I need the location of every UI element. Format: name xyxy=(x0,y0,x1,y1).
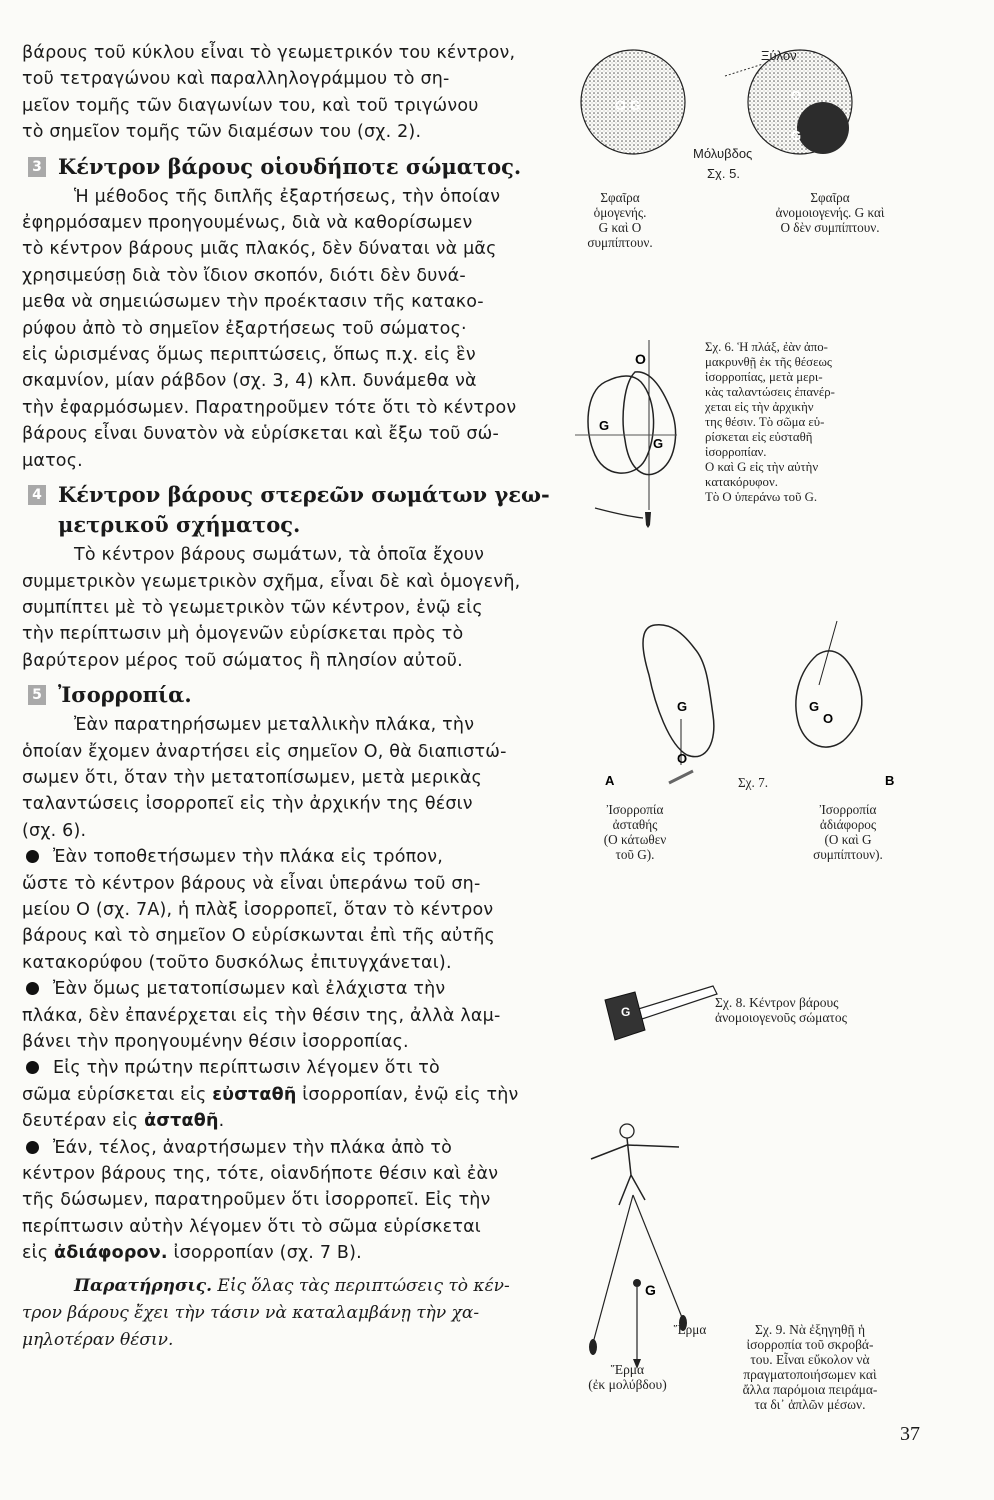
text-line: κέντρον βάρους της, τότε, οἱανδήποτε θέσιν καὶ ἐὰν xyxy=(22,1164,499,1185)
text-line: τοῦ τετραγώνου καὶ παραλληλογράμμου τὸ ση- xyxy=(22,69,450,90)
caption-line: πραγματοποιήσωμεν καὶ xyxy=(743,1367,877,1382)
text-span: Ἐὰν ὅμως μετατοπίσωμεν καὶ ἐλάχιστα τὴν xyxy=(53,979,446,1000)
fig7-caption: Σχ. 7. xyxy=(737,775,768,790)
bullet-paragraph-1 xyxy=(22,844,552,870)
o-label: O xyxy=(677,751,688,766)
text-span: ἰσορροπίαν, ἐνῷ εἰς τὴν xyxy=(296,1084,519,1105)
text-span: Εἰς τὴν πρώτην περίπτωσιν λέγομεν ὅτι τὸ xyxy=(53,1058,440,1079)
text-line: μεθα νὰ σημειώσωμεν τὴν προέκτασιν τῆς κατακο- xyxy=(22,292,484,313)
text-line: ὁποίαν ἔχομεν ἀναρτήσει εἰς σημεῖον Ο, θὰ διαπιστώ- xyxy=(22,741,507,762)
bullet-paragraph-4 xyxy=(22,1135,552,1161)
caption-line: τοῦ G). xyxy=(615,847,655,862)
caption-line: της θέσιν. Τὸ σῶμα εὑ- xyxy=(705,415,825,429)
section-number-badge: 3 xyxy=(28,157,46,177)
text-line: τὴν ἐφαρμόσωμεν. Παρατηροῦμεν τότε ὅτι τὸ κέντρον xyxy=(22,397,517,418)
acrobat-head xyxy=(620,1124,634,1138)
caption-line: ἀνομοιογενής. G καὶ xyxy=(775,205,885,220)
bullet-icon xyxy=(26,850,39,863)
figures-column xyxy=(565,40,985,1460)
bullet-icon xyxy=(26,1141,39,1154)
figure-5-spheres xyxy=(565,40,885,180)
text-line: συμπίπτει μὲ τὸ γεωμετρικὸν τῶν κέντρον, ἐνῷ εἰς xyxy=(22,597,483,618)
bold-term: ἀδιάφορον. xyxy=(54,1243,168,1264)
caption-line: ἰσορροπία τοῦ σκροβά- xyxy=(746,1337,874,1352)
section-4-paragraph xyxy=(22,542,552,674)
text-line: (σχ. 6). xyxy=(22,820,87,841)
main-text-column xyxy=(22,40,552,1354)
section-5-heading xyxy=(22,680,552,710)
text-line: σωμεν ὅτι, ὅταν τὴν μετατοπίσωμεν, μετὰ μερικὰς xyxy=(22,767,483,788)
text-line: Ἡ μέθοδος τῆς διπλῆς ἐξαρτήσεως, τὴν ὁποίαν xyxy=(74,186,501,207)
fig6-caption xyxy=(705,340,905,505)
text-line: τῆς δώσωμεν, παρατηροῦμεν ὅτι ἰσορροπεῖ. Εἰς τὴν xyxy=(22,1190,491,1211)
figure-6-plate xyxy=(565,340,705,540)
plate-displaced xyxy=(588,376,654,473)
text-line: εἰς ὡρισμένας ὅμως περιπτώσεις, ὅπως π.χ. εἰς ἓν xyxy=(22,345,476,366)
caption-line: Σφαῖρα xyxy=(600,190,640,205)
text-line: κατακορύφου (τοῦτο δυσκόλως ἐπιτυγχάνεται). xyxy=(22,952,452,973)
caption-line: (ἐκ μολύβδου) xyxy=(588,1377,667,1392)
wire-right xyxy=(633,1195,683,1320)
section-3-paragraph xyxy=(22,184,552,474)
text-span: σῶμα εὑρίσκεται εἰς xyxy=(22,1084,213,1105)
text-span: ἰσορροπίαν (σχ. 7 Β). xyxy=(167,1243,362,1264)
caption-line: κατακόρυφον. xyxy=(705,475,778,489)
text-line: ματος. xyxy=(22,450,83,471)
text-span: τρον βάρους ἔχει τὴν τάσιν νὰ καταλαμβάνῃ τὴν χα- xyxy=(22,1302,480,1323)
caption-line: Ἕρμα xyxy=(610,1362,645,1377)
o-label: O xyxy=(791,88,802,103)
caption-line: κὰς ταλαντώσεις ἐπανέρ- xyxy=(705,385,835,399)
section-4-heading xyxy=(22,480,552,540)
text-line: ἐφηρμόσαμεν προηγουμένως, διὰ νὰ καθορίσωμεν xyxy=(22,213,473,234)
caption-line: ἰσορροπίαν. xyxy=(705,445,767,459)
caption-line: χεται εἰς τὴν ἀρχικὴν xyxy=(705,400,814,414)
caption-line: συμπίπτουν). xyxy=(813,847,883,862)
text-line: περίπτωσιν αὐτὴν λέγομεν ὅτι τὸ σῶμα εὑρίσκεται xyxy=(22,1216,481,1237)
text-line: πλάκα, δὲν ἐπανέρχεται εἰς τὴν θέσιν της, ἀλλὰ λαμ- xyxy=(22,1005,501,1026)
fig5-caption: Σχ. 5. xyxy=(707,166,740,180)
lead-region xyxy=(797,102,849,154)
plate-b xyxy=(796,651,862,747)
ballast-label: Ἕρμα xyxy=(673,1322,707,1337)
ballast-left xyxy=(589,1339,597,1355)
fig7-left-caption xyxy=(565,802,705,862)
caption-line: Ἰσορροπία xyxy=(819,802,877,817)
caption-line: (O καὶ G xyxy=(824,832,872,847)
caption-line: Σχ. 9. Νὰ ἐξηγηθῇ ἡ xyxy=(754,1322,866,1337)
bullet-icon xyxy=(26,1061,39,1074)
caption-line: Ἰσορροπία xyxy=(606,802,664,817)
pivot-mark xyxy=(669,771,693,783)
bullet-paragraph-3 xyxy=(22,1055,552,1081)
bullet-icon xyxy=(26,982,39,995)
lead-label: Μόλυβδος xyxy=(693,146,753,161)
acrobat-arms xyxy=(591,1145,679,1159)
text-line: τὸ σημεῖον τομῆς τῶν διαμέσων του (σχ. 2). xyxy=(22,122,422,143)
text-line xyxy=(22,1240,552,1266)
g-label: G xyxy=(677,699,688,714)
fig9-bottom-label xyxy=(565,1362,690,1392)
fig5-left-caption xyxy=(565,190,675,250)
title-line: μετρικοῦ σχήματος. xyxy=(58,512,301,538)
hammer-handle xyxy=(635,986,717,1020)
caption-line: ἀνομοιογενοῦς σώματος xyxy=(715,1010,847,1025)
fig7-right-caption xyxy=(783,802,913,862)
text-line: μείου Ο (σχ. 7Α), ἡ πλὰξ ἰσορροπεῖ, ὅταν τὸ κέντρον xyxy=(22,899,494,920)
text-span: εἰς xyxy=(22,1243,55,1264)
o-label: O xyxy=(635,351,646,367)
g-label: G xyxy=(653,436,664,451)
g-label: G xyxy=(791,128,802,143)
plate-a xyxy=(643,625,714,757)
caption-line: (O κάτωθεν xyxy=(603,832,667,847)
center-of-gravity xyxy=(633,1279,641,1287)
caption-line: ἄλλα παρόμοια πειράμα- xyxy=(742,1382,878,1397)
text-span: Ἐάν, τέλος, ἀναρτήσωμεν τὴν πλάκα ἀπὸ τὸ xyxy=(53,1137,452,1158)
caption-line: G καὶ O xyxy=(598,220,642,235)
text-line: Ἐὰν παρατηρήσωμεν μεταλλικὴν πλάκα, τὴν xyxy=(74,715,475,736)
g-label: G xyxy=(645,1282,656,1298)
text-line: μεῖον τομῆς τῶν διαγωνίων του, καὶ τοῦ τριγώνου xyxy=(22,95,479,116)
text-span: Ἐὰν τοποθετήσωμεν τὴν πλάκα εἰς τρόπον, xyxy=(53,847,444,868)
bold-term: ἀσταθῆ xyxy=(144,1111,219,1132)
caption-line: του. Εἶναι εὔκολον νὰ xyxy=(750,1352,870,1367)
wood-label: Ξύλον xyxy=(761,48,797,63)
section-5-paragraph xyxy=(22,712,552,1267)
text-span: δευτέραν εἰς xyxy=(22,1111,145,1132)
text-line: χρησιμεύσῃ διὰ τὸν ἴδιον σκοπόν, διότι δὲν δυνά- xyxy=(22,265,466,286)
caption-line: τα δι᾽ ἁπλῶν μέσων. xyxy=(754,1397,866,1412)
b-label: B xyxy=(885,773,895,788)
text-line xyxy=(22,1108,552,1134)
caption-line: συμπίπτουν. xyxy=(587,235,653,250)
caption-line: μακρυνθῇ ἐκ τῆς θέσεως xyxy=(705,355,832,369)
section-number-badge: 5 xyxy=(28,685,46,705)
text-line: βάρους τοῦ κύκλου εἶναι τὸ γεωμετρικόν του κέντρον, xyxy=(22,43,516,63)
a-label: A xyxy=(605,773,615,788)
g-label: G xyxy=(809,699,820,714)
caption-line: ὁμογενής. xyxy=(593,205,647,220)
bullet-paragraph-2 xyxy=(22,976,552,1002)
figure-7-equilibria xyxy=(585,615,905,795)
acrobat-body xyxy=(619,1138,645,1205)
text-line: βάρους καὶ τὸ σημεῖον Ο εὑρίσκωνται ἐπὶ τῆς αὐτῆς xyxy=(22,926,496,947)
text-line: βαρύτερον μέρος τοῦ σώματος ἢ πλησίον αὐτοῦ. xyxy=(22,650,463,671)
text-span: Εἰς ὅλας τὰς περιπτώσεις τὸ κέν- xyxy=(212,1275,510,1296)
caption-line: Σφαῖρα xyxy=(810,190,850,205)
section-title: Ἰσορροπία. xyxy=(58,682,192,708)
page-number: 37 xyxy=(900,1423,920,1445)
caption-line: O δὲν συμπίπτουν. xyxy=(780,220,880,235)
caption-line: O καὶ G εἰς τὴν αὐτὴν xyxy=(705,460,819,474)
text-line: Τὸ κέντρον βάρους σωμάτων, τὰ ὁποῖα ἔχουν xyxy=(74,545,485,566)
caption-line: ἀσταθής xyxy=(612,817,658,832)
bold-term: εὐσταθῆ xyxy=(212,1084,297,1105)
text-line: τὸ κέντρον βάρους μιᾶς πλακός, δὲν δύναται νὰ μᾶς xyxy=(22,239,497,260)
figure-8-hammer xyxy=(595,970,725,1070)
text-line xyxy=(22,1082,552,1108)
fig5-right-caption xyxy=(745,190,915,235)
og-label: O.G xyxy=(615,97,641,113)
text-line: τὴν περίπτωσιν μὴ ὁμογενῶν εὑρίσκεται πρὸς τὸ xyxy=(22,624,464,645)
section-title: Κέντρον βάρους οἱουδήποτε σώματος. xyxy=(58,153,522,179)
caption-line: Σχ. 6. Ἡ πλάξ, ἐὰν ἀπο- xyxy=(705,340,828,354)
intro-paragraph xyxy=(22,40,552,146)
text-span: . xyxy=(218,1111,225,1132)
text-line: ρύφου ἀπὸ τὸ σημεῖον ἐξαρτήσεως τοῦ σώματος· xyxy=(22,318,467,339)
fig8-caption xyxy=(715,995,915,1025)
arrow-icon xyxy=(595,508,643,518)
text-span: μηλοτέραν θέσιν. xyxy=(22,1329,174,1350)
g-label: G xyxy=(599,418,610,433)
text-line: συμμετρικὸν γεωμετρικὸν σχῆμα, εἶναι δὲ καὶ ὁμογενῆ, xyxy=(22,571,521,592)
text-line: ὥστε τὸ κέντρον βάρους νὰ εἶναι ὑπεράνω τοῦ ση- xyxy=(22,873,481,894)
section-title xyxy=(58,480,550,540)
text-line: ταλαντώσεις ἰσορροπεῖ εἰς τὴν ἀρχικήν της θέσιν xyxy=(22,794,473,815)
text-line: βάνει τὴν προηγουμένην θέσιν ἰσορροπίας. xyxy=(22,1032,409,1052)
o-label: O xyxy=(823,711,834,726)
g-label: G xyxy=(621,1005,631,1019)
wire-left xyxy=(593,1195,633,1343)
fig9-caption xyxy=(715,1322,905,1412)
weight-bob xyxy=(645,512,651,528)
text-line: βάρους εἶναι δυνατὸν νὰ εὑρίσκεται καὶ ἔξω τοῦ σώ- xyxy=(22,424,500,445)
remark-label: Παρατήρησις. xyxy=(74,1275,213,1296)
text-line: σκαμνίον, μίαν ράβδον (σχ. 3, 4) κλπ. δυνάμεθα νὰ xyxy=(22,371,477,392)
remark-paragraph xyxy=(22,1273,552,1354)
caption-line: Τὸ O ὑπεράνω τοῦ G. xyxy=(705,490,818,504)
caption-line: ἀδιάφορος xyxy=(819,817,877,832)
caption-line: Σχ. 8. Κέντρον βάρους xyxy=(715,995,839,1010)
title-line: Κέντρον βάρους στερεῶν σωμάτων γεω- xyxy=(58,482,550,508)
caption-line: ρίσκεται εἰς εὐσταθῆ xyxy=(705,430,813,444)
section-number-badge: 4 xyxy=(28,485,46,505)
section-3-heading xyxy=(22,152,552,182)
caption-line: ἰσορροπίας, μετὰ μερι- xyxy=(705,370,823,384)
